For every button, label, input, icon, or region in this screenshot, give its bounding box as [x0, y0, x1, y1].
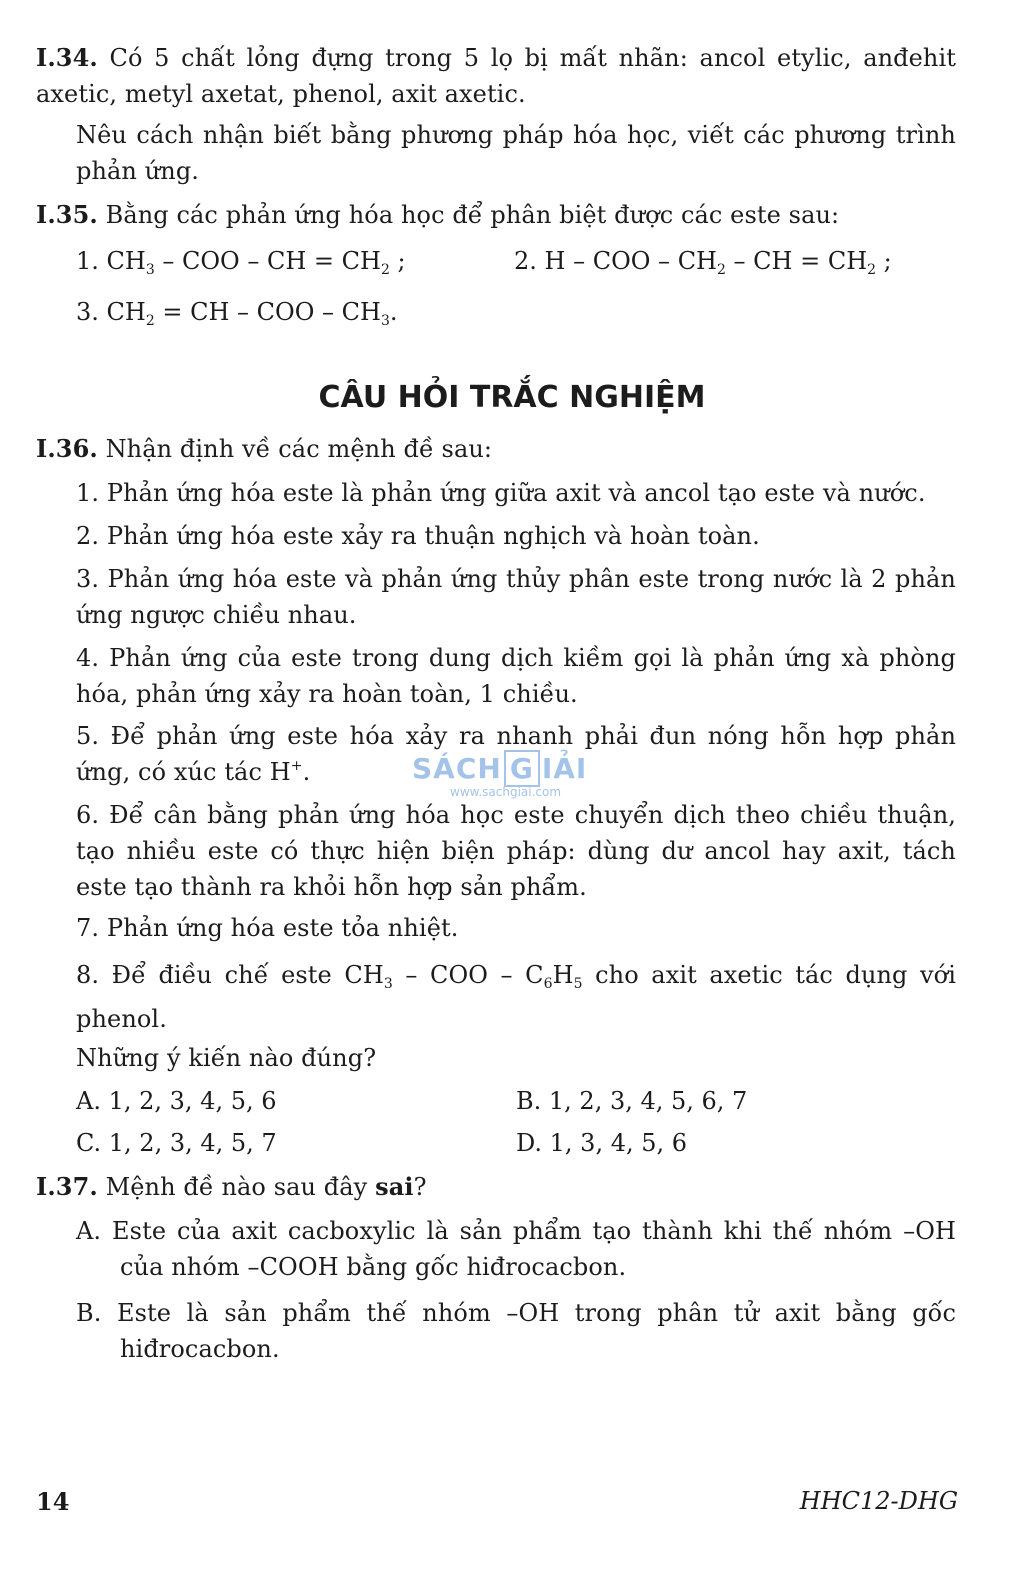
- page-number: 14: [36, 1487, 70, 1516]
- option-a: A. 1, 2, 3, 4, 5, 6: [76, 1087, 277, 1115]
- statement-7: 7. Phản ứng hóa este tỏa nhiệt.: [76, 914, 459, 942]
- question-i35: [36, 197, 956, 233]
- question-text: Nhận định về các mệnh đề sau:: [105, 435, 493, 463]
- question-i34-task: [76, 117, 956, 189]
- statement-4: 4. Phản ứng của este trong dung dịch kiềm gọi là phản ứng xà phòng hóa, phản ứng xảy ra hoàn toàn, 1 chiều.: [76, 644, 956, 708]
- statement-5: 5. Để phản ứng este hóa xảy ra nhanh phải đun nóng hỗn hợp phản ứng, có xúc tác H+.: [76, 722, 956, 786]
- option-c: C. 1, 2, 3, 4, 5, 7: [76, 1129, 277, 1157]
- question-i34: [36, 40, 956, 112]
- statement-2: 2. Phản ứng hóa este xảy ra thuận nghịch và hoàn toàn.: [76, 522, 760, 550]
- watermark-logo: SÁCH G IẢI www.sachgiai.com: [412, 752, 588, 799]
- option-a: A. Este của axit cacboxylic là sản phẩm tạo thành khi thế nhóm –OH của nhóm –COOH bằng gốc hiđrocacbon.: [76, 1217, 956, 1281]
- question-number: I.35.: [36, 200, 98, 229]
- statement-3: 3. Phản ứng hóa este và phản ứng thủy phân este trong nước là 2 phản ứng ngược chiều nhau.: [76, 565, 956, 629]
- formula-3: 3. $CH_2$ = CH – COO – $CH_3$.: [76, 298, 398, 329]
- question-i36: [36, 431, 956, 467]
- question-text: Nêu cách nhận biết bằng phương pháp hóa học, viết các phương trình phản ứng.: [76, 121, 956, 185]
- statement-1: 1. Phản ứng hóa este là phản ứng giữa axit và ancol tạo este và nước.: [76, 479, 926, 507]
- statement-6: 6. Để cân bằng phản ứng hóa học este chuyển dịch theo chiều thuận, tạo nhiều este có thực hiện biện pháp: dùng dư ancol hay axit, tách este tạo thành ra khỏi hỗn hợp sản phẩm.: [76, 801, 956, 901]
- option-b: B. 1, 2, 3, 4, 5, 6, 7: [516, 1087, 748, 1115]
- section-title: CÂU HỎI TRẮC NGHIỆM: [318, 380, 706, 415]
- question-i37: I.37. Mệnh đề nào sau đây sai?: [36, 1172, 427, 1201]
- question-text: Có 5 chất lỏng đựng trong 5 lọ bị mất nhãn: ancol etylic, anđehit axetic, metyl axetat, phenol, axit axetic.: [36, 44, 956, 108]
- option-d: D. 1, 3, 4, 5, 6: [516, 1129, 688, 1157]
- formula-2: 2. H – COO – $CH_2$ – CH = $CH_2$ ;: [514, 247, 892, 278]
- question-number: I.34.: [36, 43, 98, 72]
- statement-8: 8. Để điều chế este $CH_3$ – COO – $C_6H_5$ cho axit axetic tác dụng với phenol.: [76, 961, 957, 1033]
- formula-1: 1. $CH_3$ – COO – CH = $CH_2$ ;: [76, 247, 406, 278]
- option-b: B. Este là sản phẩm thế nhóm –OH trong phân tử axit bằng gốc hiđrocacbon.: [76, 1299, 956, 1363]
- question-text: Bằng các phản ứng hóa học để phân biệt được các este sau:: [105, 201, 840, 229]
- book-code: HHC12-DHG: [799, 1487, 958, 1515]
- question-prompt: Những ý kiến nào đúng?: [76, 1044, 377, 1072]
- question-number: I.37.: [36, 1172, 98, 1201]
- question-number: I.36.: [36, 434, 98, 463]
